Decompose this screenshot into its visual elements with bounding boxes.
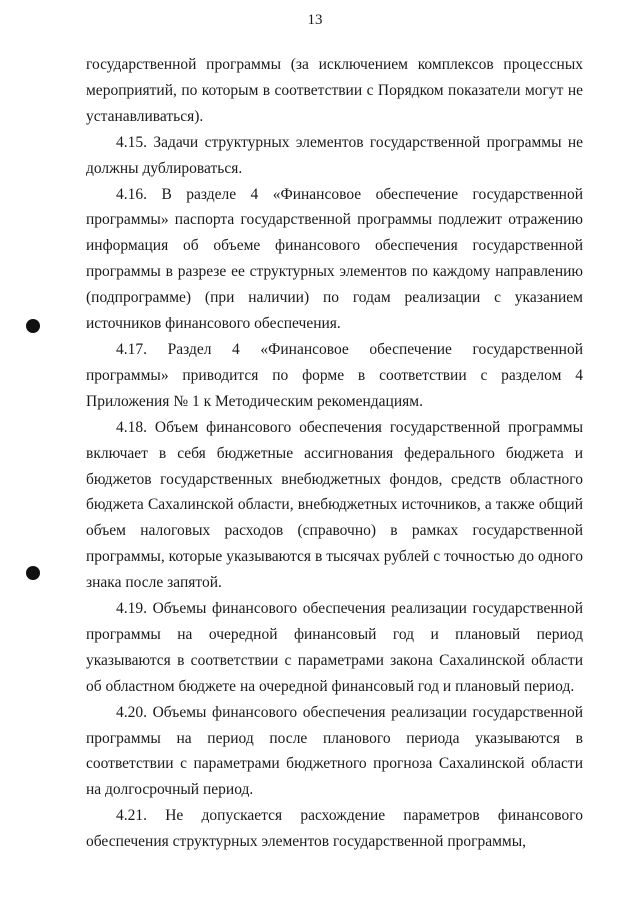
page-number: 13 [307,12,323,28]
paragraph-continuation: государственной программы (за исключением комплексов процессных мероприятий, по которым в соответствии с Порядком показатели могут не устанавливаться). [86,56,583,125]
punch-hole-mark [26,319,40,333]
paragraph-4-21: 4.21. Не допускается расхождение параметров финансового обеспечения структурных элементов государственной программы, [86,807,583,851]
paragraph-4-19: 4.19. Объемы финансового обеспечения реализации государственной программы на очередной финансовый год и плановый период указываются в соответствии с параметрами закона Сахалинской области об областном бюджете на очередной финансовый год и плановый период. [86,600,583,695]
paragraph-4-17: 4.17. Раздел 4 «Финансовое обеспечение государственной программы» приводится по форме в соответствии с разделом 4 Приложения № 1 к Методическим рекомендациям. [86,340,583,410]
paragraph-4-20: 4.20. Объемы финансового обеспечения реализации государственной программы на период после планового периода указываются в соответствии с параметрами бюджетного прогноза Сахалинской области на долгосрочный период. [86,703,583,799]
paragraph-4-18: 4.18. Объем финансового обеспечения государственной программы включает в себя бюджетные ассигнования федерального бюджета и бюджетов государственных внебюджетных фондов, средств областного бюджета Сахалинской области, внебюджетных источников, а также общий объем налоговых расходов (справочно) в рамках государственной программы, которые указываются в тысячах рублей с точностью до одного знака после запятой. [86,418,583,592]
punch-hole-mark [26,566,40,580]
paragraph-4-16: 4.16. В разделе 4 «Финансовое обеспечение государственной программы» паспорта государственной программы подлежит отражению информация об объеме финансового обеспечения государственной программы в разрезе ее структурных элементов по каждому направлению (подпрограмме) (при наличии) по годам реализации с указанием источников финансового обеспечения. [86,185,583,333]
document-body [86,52,583,855]
paragraph-4-15: 4.15. Задачи структурных элементов государственной программы не должны дублироваться. [86,133,583,177]
